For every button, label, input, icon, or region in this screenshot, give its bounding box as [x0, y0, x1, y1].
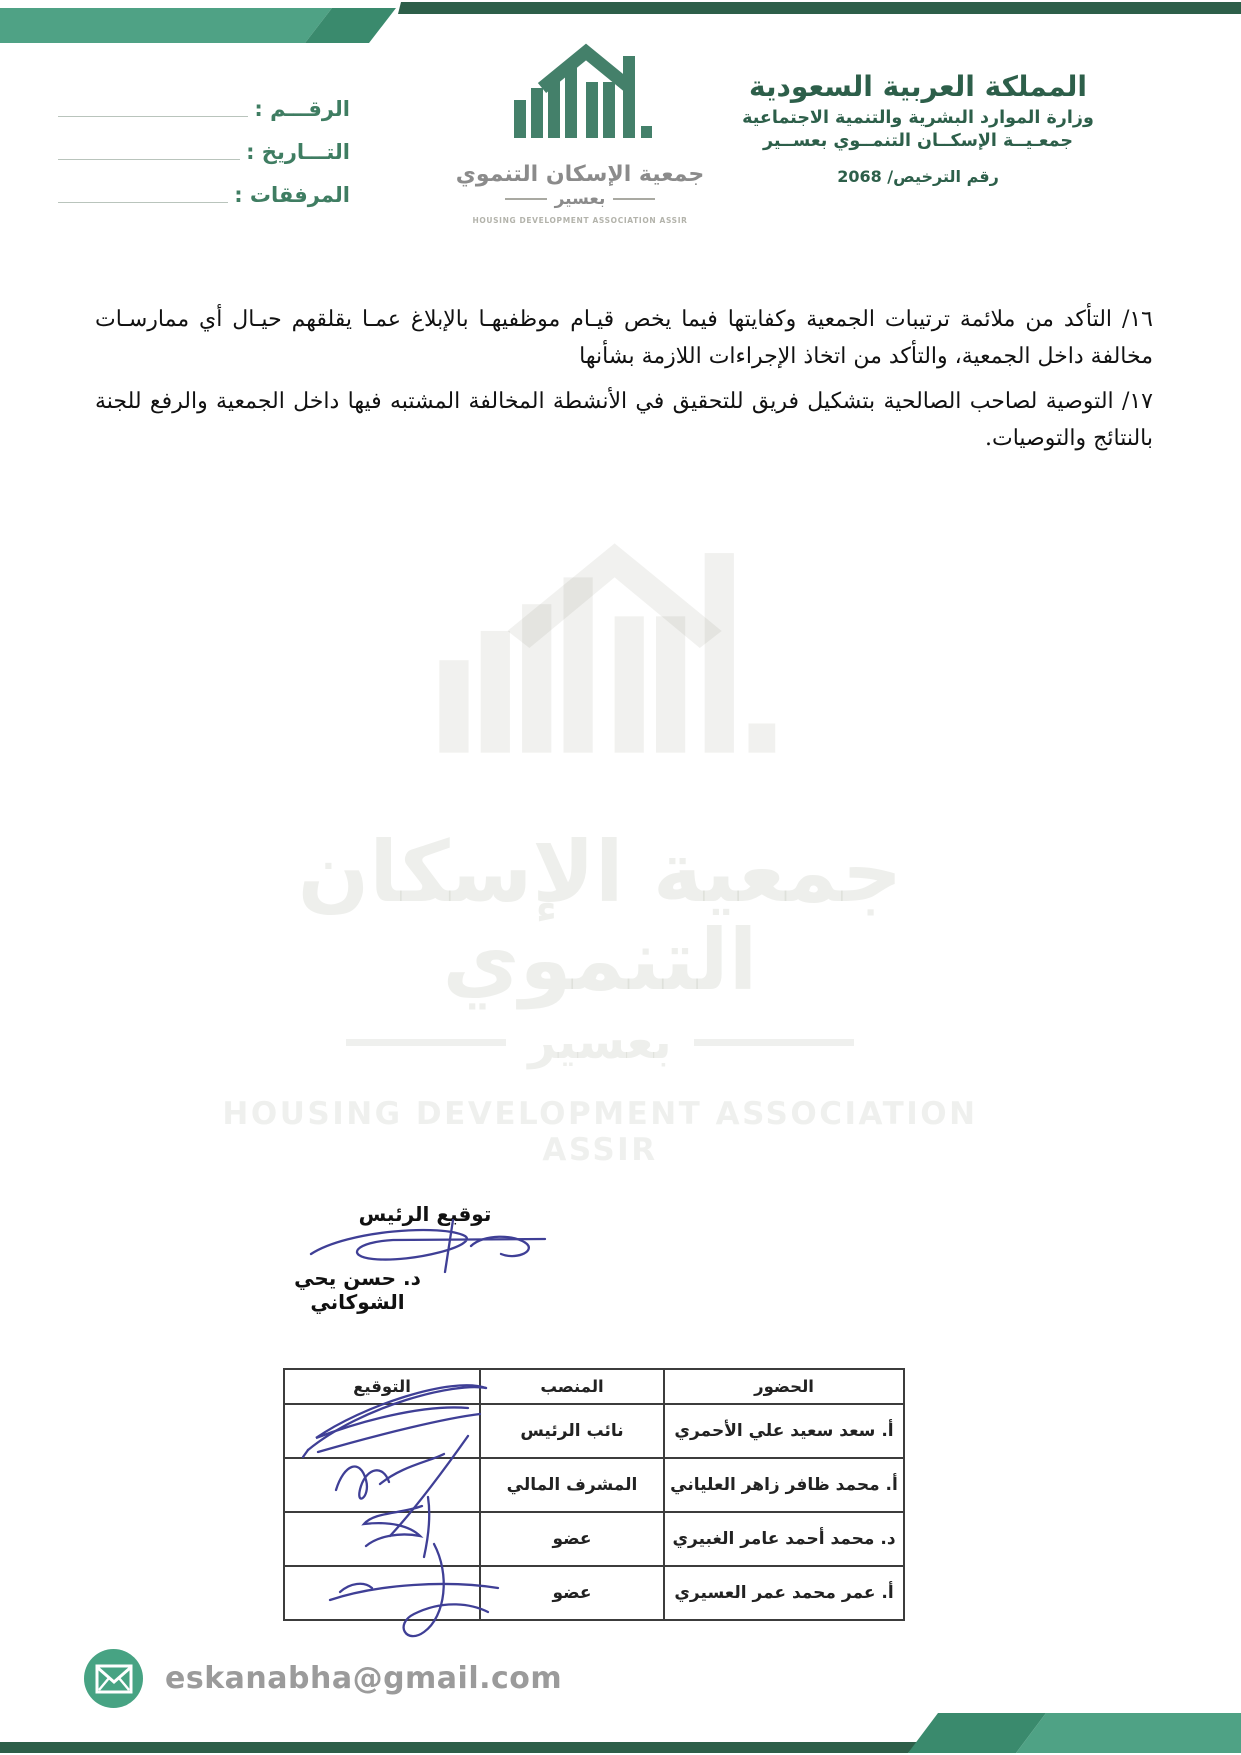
watermark-subtitle: بعسير: [528, 1014, 672, 1071]
logo-title: جمعية الإسكان التنموي: [455, 162, 705, 187]
association-logo: [440, 36, 720, 225]
reference-fields: [58, 96, 350, 225]
bottom-banner-decoration: [0, 1700, 1241, 1755]
logo-building-icon: [504, 36, 656, 154]
table-row-2-signature-cell: [284, 1458, 480, 1512]
logo-dash-right: [613, 198, 655, 200]
table-row-1-attendee: أ. سعد سعيد علي الأحمري: [664, 1404, 904, 1458]
attendance-table: [283, 1368, 905, 1621]
number-field: [58, 96, 350, 122]
envelope-icon: [95, 1664, 133, 1694]
footer-contact: [84, 1649, 562, 1708]
table-row-2-position: المشرف المالي: [480, 1458, 664, 1512]
watermark-title: جمعية الإسكان التنموي: [297, 823, 903, 1010]
date-field-blank-line: [58, 159, 240, 160]
president-name: د. حسن يحي الشوكاني: [294, 1266, 421, 1314]
number-field-label: الرقـــم :: [254, 97, 350, 121]
logo-watermark: [170, 500, 1030, 1168]
table-row-4-signature-cell: [284, 1566, 480, 1620]
item-17-line-2: بالنتائج والتوصيات.: [985, 426, 1153, 451]
license-number: رقم الترخيص/ 2068: [837, 167, 999, 186]
watermark-caption-en: HOUSING DEVELOPMENT ASSOCIATION ASSIR: [222, 1096, 978, 1169]
table-row-2-attendee: أ. محمد ظافر زاهر العلياني: [664, 1458, 904, 1512]
table-row-3-position: عضو: [480, 1512, 664, 1566]
attachments-field-label: المرفقات :: [234, 183, 350, 207]
ministry-header: [723, 70, 1113, 186]
table-row-3-signature-cell: [284, 1512, 480, 1566]
ministry-name: وزارة الموارد البشرية والتنمية الاجتماعية: [742, 108, 1094, 128]
logo-caption-en: HOUSING DEVELOPMENT ASSOCIATION ASSIR: [472, 216, 688, 225]
watermark-building-icon: [415, 500, 785, 796]
table-row-1-position: نائب الرئيس: [480, 1404, 664, 1458]
president-signature-title: توقيع الرئيس: [358, 1202, 492, 1226]
item-16-line-1: ١٦/ التأكد من ملائمة ترتيبات الجمعية وكفايتها فيما يخص قيـام موظفيهـا بالإبلاغ عمـا يقلقهم حيـال أي ممارسـات: [95, 307, 1153, 332]
date-field: [58, 139, 350, 165]
column-header-signature: التوقيع: [284, 1369, 480, 1404]
date-field-label: التـــاريخ :: [246, 140, 350, 164]
column-header-position: المنصب: [480, 1369, 664, 1404]
number-field-blank-line: [58, 116, 248, 117]
watermark-dash-left: [346, 1039, 506, 1046]
country-title: المملكة العربية السعودية: [749, 70, 1087, 103]
column-header-attendee: الحضور: [664, 1369, 904, 1404]
logo-dash-left: [505, 198, 547, 200]
email-icon: [84, 1649, 143, 1708]
logo-subtitle: بعسير: [554, 189, 606, 209]
item-16-line-2: مخالفة داخل الجمعية، والتأكد من اتخاذ الإجراءات اللازمة بشأنها: [579, 344, 1153, 369]
item-17-line-1: ١٧/ التوصية لصاحب الصالحية بتشكيل فريق للتحقيق في الأنشطة المخالفة المشتبه فيها داخل الجمعية والرفع للجنة: [95, 389, 1153, 414]
table-row-4-position: عضو: [480, 1566, 664, 1620]
email-address[interactable]: eskanabha@gmail.com: [165, 1661, 563, 1696]
attachments-field: [58, 182, 350, 208]
letter-body: [95, 301, 1153, 457]
association-name: جمعـيــة الإسكــان التنمــوي بعســير: [763, 131, 1073, 151]
table-row-3-attendee: د. محمد أحمد عامر الغبيري: [664, 1512, 904, 1566]
watermark-dash-right: [694, 1039, 854, 1046]
attachments-field-blank-line: [58, 202, 228, 203]
table-row-1-signature-cell: [284, 1404, 480, 1458]
table-row-4-attendee: أ. عمر محمد عمر العسيري: [664, 1566, 904, 1620]
